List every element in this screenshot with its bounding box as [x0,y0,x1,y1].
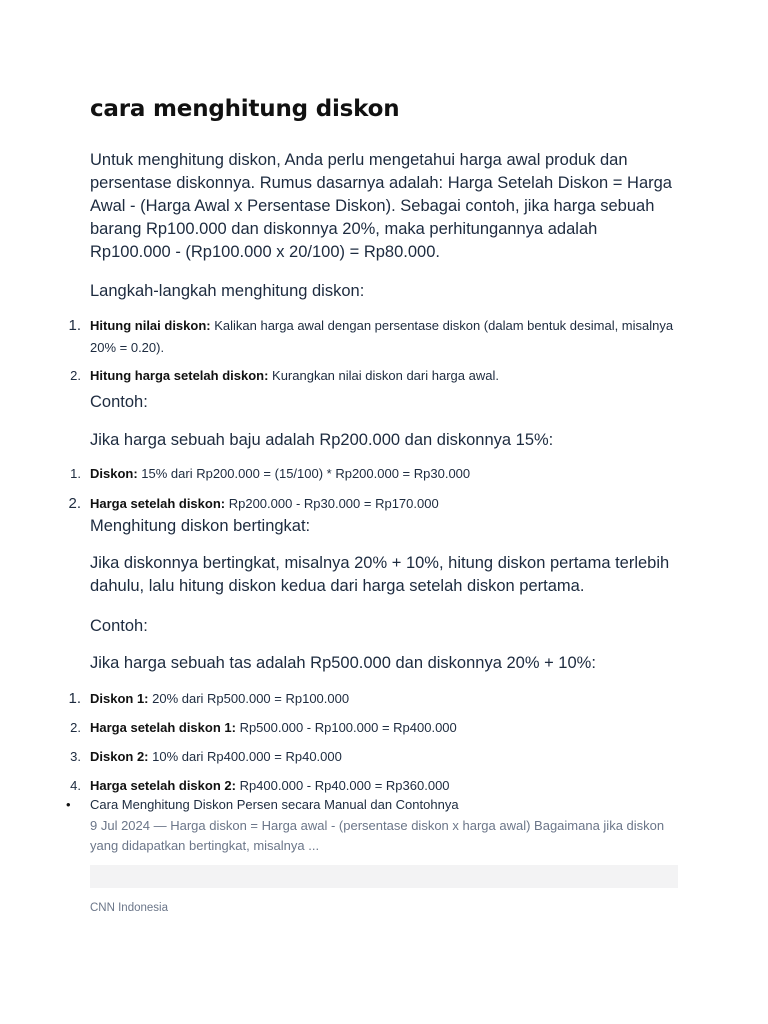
list-number: 2. [68,495,81,512]
example2-heading: Contoh: [90,617,148,635]
list-item-text: Rp400.000 - Rp40.000 = Rp360.000 [235,778,450,793]
list-item-text: Kalikan harga awal dengan persentase diskon (dalam bentuk desimal, misalnya 20% = 0.20). [90,318,674,355]
list-number: 1. [68,317,81,334]
example1-list [68,463,680,515]
list-item-label: Harga setelah diskon 1: [90,720,236,735]
steps-heading: Langkah-langkah menghitung diskon: [90,282,365,300]
list-item-text: Rp200.000 - Rp30.000 = Rp170.000 [225,496,439,511]
example1-text: Jika harga sebuah baju adalah Rp200.000 dan diskonnya 15%: [90,431,554,449]
list-item [70,775,680,797]
list-item-label: Harga setelah diskon 2: [90,778,236,793]
example2-list [68,688,680,804]
multi-discount-text: Jika diskonnya bertingkat, misalnya 20% + 10%, hitung diskon pertama terlebih dahulu, lalu hitung diskon kedua dari harga setelah diskon pertama. [90,554,670,595]
example2-text: Jika harga sebuah tas adalah Rp500.000 dan diskonnya 20% + 10%: [90,654,596,672]
list-number: 1. [70,466,81,481]
bullet-icon: • [66,797,71,812]
list-item [68,688,680,710]
list-item-text: Kurangkan nilai diskon dari harga awal. [268,368,499,383]
list-item [70,746,680,768]
list-item-label: Harga setelah diskon: [90,496,226,511]
source-preview-bar [90,865,678,888]
list-number: 2. [70,720,81,735]
example1-heading: Contoh: [90,393,148,411]
list-item-text: 10% dari Rp400.000 = Rp40.000 [148,749,342,764]
page-title: cara menghitung diskon [90,96,400,122]
source-title-link[interactable]: Cara Menghitung Diskon Persen secara Manual dan Contohnya [90,797,459,812]
source-site-name[interactable]: CNN Indonesia [90,902,168,914]
list-number: 2. [70,368,81,383]
list-item [68,493,680,515]
list-item-label: Hitung nilai diskon: [90,318,211,333]
list-item-label: Diskon 1: [90,691,149,706]
list-number: 4. [70,778,81,793]
list-item-text: 20% dari Rp500.000 = Rp100.000 [148,691,350,706]
list-item [68,315,680,359]
source-citation [66,796,680,914]
list-item-text: Rp500.000 - Rp100.000 = Rp400.000 [235,720,457,735]
list-item-label: Hitung harga setelah diskon: [90,368,269,383]
list-item-label: Diskon 2: [90,749,149,764]
list-item-label: Diskon: [90,466,138,481]
list-item [70,365,680,387]
list-number: 3. [70,749,81,764]
steps-list [68,315,680,387]
list-number: 1. [68,690,81,707]
intro-paragraph: Untuk menghitung diskon, Anda perlu mengetahui harga awal produk dan persentase diskonnya. Rumus dasarnya adalah: Harga Setelah Diskon = Harga Awal - (Harga Awal x Persentase Diskon). Sebagai contoh, jika harga sebuah barang Rp100.000 dan diskonnya 20%, maka perhitungannya adalah Rp100.000 - (Rp100.000 x 20/100) = Rp80.000. [90,151,672,261]
list-item [70,463,680,485]
source-snippet: 9 Jul 2024 — Harga diskon = Harga awal - (persentase diskon x harga awal) Bagaimana jika diskon yang didapatkan bertingkat, misalnya ... [90,818,665,853]
list-item [70,717,680,739]
multi-discount-heading: Menghitung diskon bertingkat: [90,517,311,535]
list-item-text: 15% dari Rp200.000 = (15/100) * Rp200.000 = Rp30.000 [137,466,471,481]
